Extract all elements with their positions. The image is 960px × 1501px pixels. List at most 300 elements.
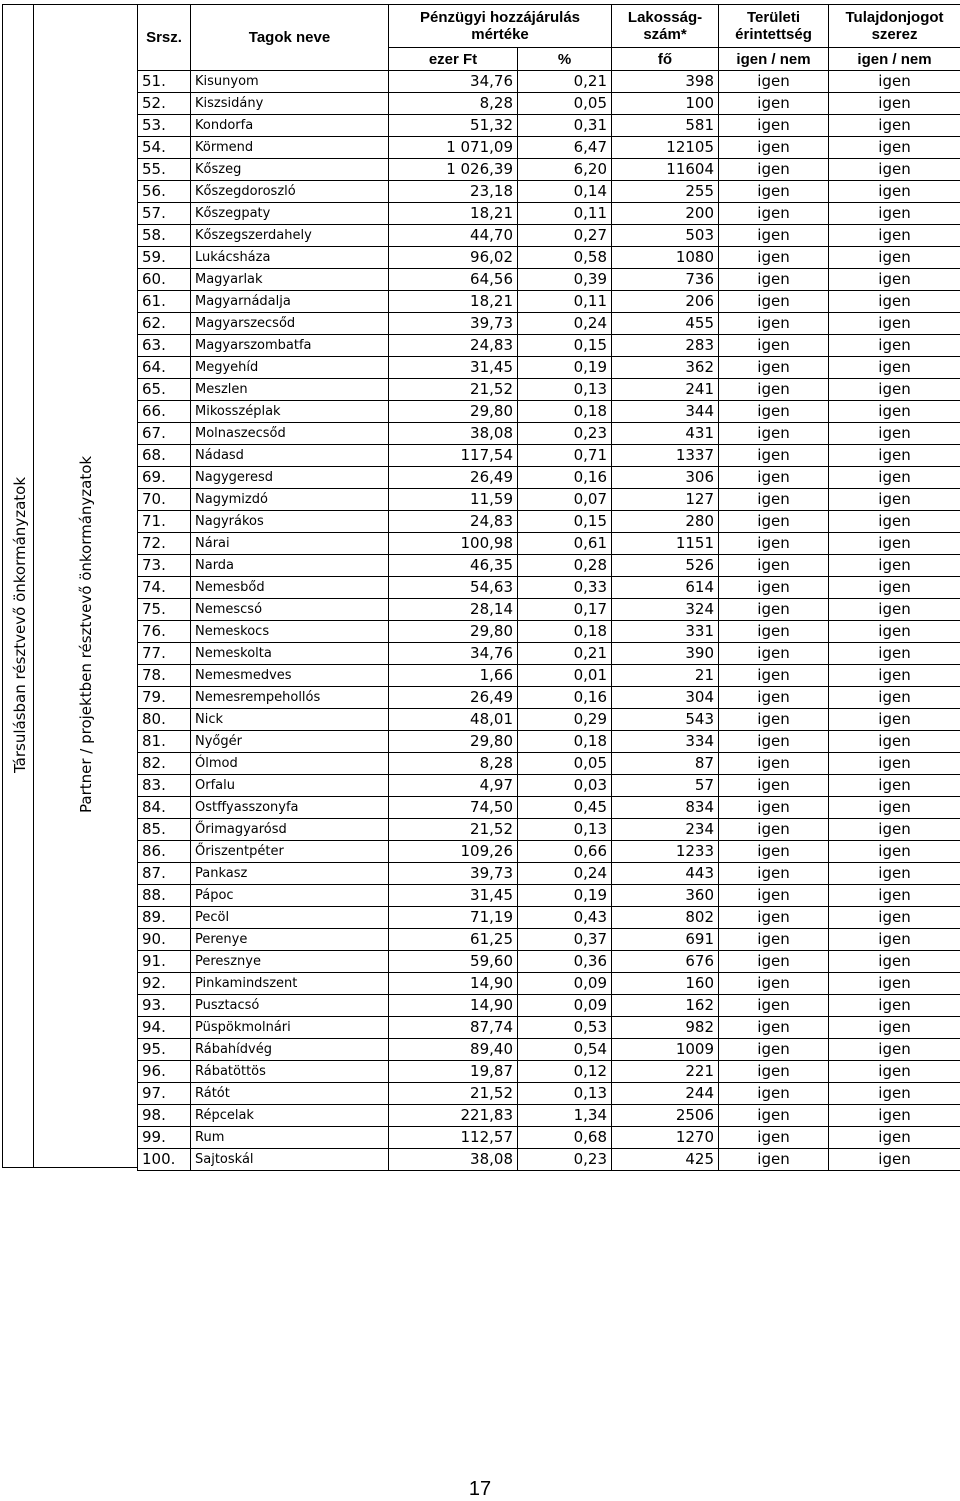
population: 334 (612, 731, 719, 753)
territorial-involvement: igen (719, 445, 829, 467)
contribution-pct: 0,13 (518, 819, 612, 841)
table-row (138, 93, 960, 115)
population: 306 (612, 467, 719, 489)
member-name: Molnaszecsőd (191, 423, 389, 445)
contribution-pct: 0,15 (518, 511, 612, 533)
member-name: Rábahídvég (191, 1039, 389, 1061)
acquires-ownership: igen (829, 973, 960, 995)
member-name: Peresznye (191, 951, 389, 973)
table-row (138, 709, 960, 731)
table-row (138, 445, 960, 467)
contribution-pct: 1,34 (518, 1105, 612, 1127)
header-penzugyi-line1: Pénzügyi hozzájárulás (419, 9, 581, 26)
contribution-ezer-ft: 46,35 (389, 555, 518, 577)
table-row (138, 181, 960, 203)
member-name: Sajtoskál (191, 1149, 389, 1171)
contribution-pct: 0,23 (518, 1149, 612, 1171)
member-name: Rábatöttös (191, 1061, 389, 1083)
population: 1233 (612, 841, 719, 863)
contribution-ezer-ft: 71,19 (389, 907, 518, 929)
member-name: Nemesbőd (191, 577, 389, 599)
table-row (138, 1149, 960, 1171)
contribution-ezer-ft: 8,28 (389, 753, 518, 775)
contribution-ezer-ft: 48,01 (389, 709, 518, 731)
member-name: Répcelak (191, 1105, 389, 1127)
member-name: Nemescsó (191, 599, 389, 621)
territorial-involvement: igen (719, 687, 829, 709)
unit-fo: fő (612, 48, 719, 71)
header-lakossag-line2: szám* (643, 26, 687, 43)
acquires-ownership: igen (829, 929, 960, 951)
contribution-ezer-ft: 1 071,09 (389, 137, 518, 159)
territorial-involvement: igen (719, 731, 829, 753)
row-number: 90. (138, 929, 191, 951)
territorial-involvement: igen (719, 489, 829, 511)
table-row (138, 467, 960, 489)
population: 802 (612, 907, 719, 929)
acquires-ownership: igen (829, 203, 960, 225)
row-number: 72. (138, 533, 191, 555)
table-row (138, 489, 960, 511)
acquires-ownership: igen (829, 93, 960, 115)
acquires-ownership: igen (829, 1127, 960, 1149)
row-number: 51. (138, 71, 191, 93)
contribution-ezer-ft: 38,08 (389, 1149, 518, 1171)
member-name: Rátót (191, 1083, 389, 1105)
acquires-ownership: igen (829, 687, 960, 709)
member-name: Kiszsidány (191, 93, 389, 115)
territorial-involvement: igen (719, 511, 829, 533)
row-number: 92. (138, 973, 191, 995)
row-number: 93. (138, 995, 191, 1017)
population: 255 (612, 181, 719, 203)
table-row (138, 555, 960, 577)
contribution-ezer-ft: 31,45 (389, 885, 518, 907)
table-row (138, 1105, 960, 1127)
contribution-pct: 0,17 (518, 599, 612, 621)
acquires-ownership: igen (829, 159, 960, 181)
row-number: 94. (138, 1017, 191, 1039)
contribution-pct: 0,18 (518, 401, 612, 423)
contribution-ezer-ft: 54,63 (389, 577, 518, 599)
outer-side-label: Társulásban résztvevő önkormányzatok (11, 476, 29, 773)
row-number: 98. (138, 1105, 191, 1127)
acquires-ownership: igen (829, 445, 960, 467)
acquires-ownership: igen (829, 819, 960, 841)
contribution-ezer-ft: 26,49 (389, 687, 518, 709)
member-name: Perenye (191, 929, 389, 951)
contribution-pct: 0,29 (518, 709, 612, 731)
contribution-ezer-ft: 34,76 (389, 71, 518, 93)
acquires-ownership: igen (829, 379, 960, 401)
population: 1080 (612, 247, 719, 269)
population: 344 (612, 401, 719, 423)
member-name: Kőszegszerdahely (191, 225, 389, 247)
table-row (138, 929, 960, 951)
population: 206 (612, 291, 719, 313)
population: 324 (612, 599, 719, 621)
acquires-ownership: igen (829, 885, 960, 907)
member-name: Kőszegpaty (191, 203, 389, 225)
acquires-ownership: igen (829, 137, 960, 159)
territorial-involvement: igen (719, 753, 829, 775)
population: 100 (612, 93, 719, 115)
header-penzugyi (389, 5, 612, 48)
table-row (138, 357, 960, 379)
table-row (138, 269, 960, 291)
member-name: Nemeskolta (191, 643, 389, 665)
member-name: Nádasd (191, 445, 389, 467)
contribution-pct: 0,13 (518, 1083, 612, 1105)
population: 241 (612, 379, 719, 401)
contribution-pct: 0,01 (518, 665, 612, 687)
territorial-involvement: igen (719, 379, 829, 401)
acquires-ownership: igen (829, 511, 960, 533)
member-name: Pápoc (191, 885, 389, 907)
population: 304 (612, 687, 719, 709)
contribution-ezer-ft: 117,54 (389, 445, 518, 467)
population: 127 (612, 489, 719, 511)
member-name: Nemeskocs (191, 621, 389, 643)
table-row (138, 753, 960, 775)
territorial-involvement: igen (719, 423, 829, 445)
row-number: 59. (138, 247, 191, 269)
table-row (138, 797, 960, 819)
population: 614 (612, 577, 719, 599)
population: 431 (612, 423, 719, 445)
table-row (138, 995, 960, 1017)
header-teruleti-line1: Területi (746, 9, 801, 26)
acquires-ownership: igen (829, 577, 960, 599)
acquires-ownership: igen (829, 775, 960, 797)
unit-ezer-ft: ezer Ft (389, 48, 518, 71)
header-teruleti-line2: érintettség (735, 26, 812, 43)
contribution-pct: 0,07 (518, 489, 612, 511)
acquires-ownership: igen (829, 291, 960, 313)
member-name: Pinkamindszent (191, 973, 389, 995)
territorial-involvement: igen (719, 115, 829, 137)
population: 221 (612, 1061, 719, 1083)
contribution-pct: 0,11 (518, 203, 612, 225)
contribution-pct: 0,24 (518, 863, 612, 885)
territorial-involvement: igen (719, 819, 829, 841)
territorial-involvement: igen (719, 467, 829, 489)
territorial-involvement: igen (719, 1061, 829, 1083)
table-row (138, 775, 960, 797)
member-name: Magyarszecsőd (191, 313, 389, 335)
acquires-ownership: igen (829, 357, 960, 379)
acquires-ownership: igen (829, 401, 960, 423)
row-number: 96. (138, 1061, 191, 1083)
territorial-involvement: igen (719, 357, 829, 379)
population: 234 (612, 819, 719, 841)
table-row (138, 313, 960, 335)
row-number: 61. (138, 291, 191, 313)
member-name: Magyarnádalja (191, 291, 389, 313)
member-name: Megyehíd (191, 357, 389, 379)
contribution-ezer-ft: 34,76 (389, 643, 518, 665)
table-row (138, 379, 960, 401)
table-row (138, 907, 960, 929)
territorial-involvement: igen (719, 1105, 829, 1127)
population: 57 (612, 775, 719, 797)
row-number: 52. (138, 93, 191, 115)
acquires-ownership: igen (829, 665, 960, 687)
contribution-pct: 0,54 (518, 1039, 612, 1061)
table-row (138, 533, 960, 555)
contribution-ezer-ft: 51,32 (389, 115, 518, 137)
territorial-involvement: igen (719, 533, 829, 555)
header-tulajdon (829, 5, 960, 48)
member-name: Nagygeresd (191, 467, 389, 489)
contribution-pct: 0,19 (518, 357, 612, 379)
contribution-pct: 0,58 (518, 247, 612, 269)
member-name: Pankasz (191, 863, 389, 885)
header-tulajdon-line2: szerez (871, 26, 918, 43)
member-name: Pecöl (191, 907, 389, 929)
contribution-pct: 0,14 (518, 181, 612, 203)
contribution-ezer-ft: 100,98 (389, 533, 518, 555)
acquires-ownership: igen (829, 621, 960, 643)
population: 12105 (612, 137, 719, 159)
contribution-pct: 0,66 (518, 841, 612, 863)
table-row (138, 599, 960, 621)
population: 162 (612, 995, 719, 1017)
territorial-involvement: igen (719, 621, 829, 643)
header-penzugyi-line2: mértéke (471, 26, 529, 43)
contribution-ezer-ft: 74,50 (389, 797, 518, 819)
population: 21 (612, 665, 719, 687)
contribution-pct: 0,23 (518, 423, 612, 445)
row-number: 80. (138, 709, 191, 731)
territorial-involvement: igen (719, 291, 829, 313)
contribution-pct: 0,36 (518, 951, 612, 973)
row-number: 69. (138, 467, 191, 489)
row-number: 87. (138, 863, 191, 885)
territorial-involvement: igen (719, 555, 829, 577)
contribution-pct: 6,20 (518, 159, 612, 181)
territorial-involvement: igen (719, 1149, 829, 1171)
contribution-ezer-ft: 14,90 (389, 995, 518, 1017)
territorial-involvement: igen (719, 225, 829, 247)
contribution-ezer-ft: 29,80 (389, 731, 518, 753)
table-row (138, 423, 960, 445)
contribution-ezer-ft: 21,52 (389, 819, 518, 841)
contribution-ezer-ft: 39,73 (389, 863, 518, 885)
acquires-ownership: igen (829, 269, 960, 291)
member-name: Nick (191, 709, 389, 731)
acquires-ownership: igen (829, 797, 960, 819)
table-row (138, 137, 960, 159)
territorial-involvement: igen (719, 665, 829, 687)
contribution-pct: 0,19 (518, 885, 612, 907)
acquires-ownership: igen (829, 1105, 960, 1127)
territorial-involvement: igen (719, 599, 829, 621)
contribution-pct: 0,05 (518, 753, 612, 775)
row-number: 77. (138, 643, 191, 665)
row-number: 100. (138, 1149, 191, 1171)
member-name: Kondorfa (191, 115, 389, 137)
contribution-ezer-ft: 21,52 (389, 379, 518, 401)
table-row (138, 885, 960, 907)
member-name: Narda (191, 555, 389, 577)
contribution-pct: 0,37 (518, 929, 612, 951)
population: 331 (612, 621, 719, 643)
contribution-ezer-ft: 89,40 (389, 1039, 518, 1061)
row-number: 74. (138, 577, 191, 599)
territorial-involvement: igen (719, 643, 829, 665)
population: 244 (612, 1083, 719, 1105)
contribution-ezer-ft: 29,80 (389, 401, 518, 423)
table-row (138, 401, 960, 423)
population: 283 (612, 335, 719, 357)
row-number: 99. (138, 1127, 191, 1149)
contribution-ezer-ft: 4,97 (389, 775, 518, 797)
row-number: 56. (138, 181, 191, 203)
contribution-pct: 0,18 (518, 621, 612, 643)
member-name: Nemesmedves (191, 665, 389, 687)
contribution-pct: 0,71 (518, 445, 612, 467)
member-name: Magyarlak (191, 269, 389, 291)
member-name: Nárai (191, 533, 389, 555)
contribution-pct: 0,68 (518, 1127, 612, 1149)
population: 398 (612, 71, 719, 93)
territorial-involvement: igen (719, 93, 829, 115)
row-number: 79. (138, 687, 191, 709)
population: 503 (612, 225, 719, 247)
territorial-involvement: igen (719, 71, 829, 93)
contribution-pct: 0,39 (518, 269, 612, 291)
population: 280 (612, 511, 719, 533)
row-number: 57. (138, 203, 191, 225)
contribution-pct: 0,11 (518, 291, 612, 313)
table-row (138, 841, 960, 863)
row-number: 64. (138, 357, 191, 379)
row-number: 81. (138, 731, 191, 753)
row-number: 63. (138, 335, 191, 357)
territorial-involvement: igen (719, 159, 829, 181)
contribution-pct: 6,47 (518, 137, 612, 159)
contribution-pct: 0,12 (518, 1061, 612, 1083)
acquires-ownership: igen (829, 423, 960, 445)
contribution-pct: 0,27 (518, 225, 612, 247)
population: 2506 (612, 1105, 719, 1127)
table-row (138, 973, 960, 995)
row-number: 95. (138, 1039, 191, 1061)
contribution-ezer-ft: 24,83 (389, 335, 518, 357)
row-number: 66. (138, 401, 191, 423)
contribution-ezer-ft: 61,25 (389, 929, 518, 951)
territorial-involvement: igen (719, 577, 829, 599)
unit-pct: % (518, 48, 612, 71)
contribution-ezer-ft: 8,28 (389, 93, 518, 115)
row-number: 53. (138, 115, 191, 137)
acquires-ownership: igen (829, 951, 960, 973)
territorial-involvement: igen (719, 863, 829, 885)
member-name: Őriszentpéter (191, 841, 389, 863)
acquires-ownership: igen (829, 1083, 960, 1105)
population: 11604 (612, 159, 719, 181)
territorial-involvement: igen (719, 313, 829, 335)
acquires-ownership: igen (829, 907, 960, 929)
row-number: 68. (138, 445, 191, 467)
contribution-pct: 0,31 (518, 115, 612, 137)
contribution-ezer-ft: 19,87 (389, 1061, 518, 1083)
acquires-ownership: igen (829, 313, 960, 335)
population: 834 (612, 797, 719, 819)
contribution-pct: 0,18 (518, 731, 612, 753)
territorial-involvement: igen (719, 335, 829, 357)
table-row (138, 731, 960, 753)
member-name: Kőszeg (191, 159, 389, 181)
contribution-ezer-ft: 1,66 (389, 665, 518, 687)
population: 543 (612, 709, 719, 731)
table-row (138, 621, 960, 643)
acquires-ownership: igen (829, 1061, 960, 1083)
territorial-involvement: igen (719, 181, 829, 203)
population: 455 (612, 313, 719, 335)
header-teruleti (719, 5, 829, 48)
row-number: 78. (138, 665, 191, 687)
member-name: Magyarszombatfa (191, 335, 389, 357)
territorial-involvement: igen (719, 1127, 829, 1149)
acquires-ownership: igen (829, 115, 960, 137)
acquires-ownership: igen (829, 181, 960, 203)
acquires-ownership: igen (829, 1149, 960, 1171)
inner-side-label: Partner / projektben résztvevő önkormányzatok (77, 455, 95, 813)
territorial-involvement: igen (719, 203, 829, 225)
acquires-ownership: igen (829, 1017, 960, 1039)
table-row (138, 1061, 960, 1083)
contribution-ezer-ft: 44,70 (389, 225, 518, 247)
member-name: Ostffyasszonyfa (191, 797, 389, 819)
acquires-ownership: igen (829, 467, 960, 489)
territorial-involvement: igen (719, 885, 829, 907)
contribution-pct: 0,24 (518, 313, 612, 335)
members-table (137, 4, 960, 1171)
table-row (138, 819, 960, 841)
row-number: 75. (138, 599, 191, 621)
contribution-ezer-ft: 24,83 (389, 511, 518, 533)
contribution-ezer-ft: 38,08 (389, 423, 518, 445)
territorial-involvement: igen (719, 995, 829, 1017)
row-number: 62. (138, 313, 191, 335)
contribution-pct: 0,53 (518, 1017, 612, 1039)
acquires-ownership: igen (829, 995, 960, 1017)
row-number: 88. (138, 885, 191, 907)
territorial-involvement: igen (719, 775, 829, 797)
table-row (138, 1127, 960, 1149)
acquires-ownership: igen (829, 71, 960, 93)
member-name: Ólmod (191, 753, 389, 775)
table-row (138, 643, 960, 665)
population: 1337 (612, 445, 719, 467)
header-row (138, 5, 960, 48)
territorial-involvement: igen (719, 841, 829, 863)
population: 1270 (612, 1127, 719, 1149)
table-row (138, 203, 960, 225)
contribution-pct: 0,05 (518, 93, 612, 115)
page-number: 17 (468, 1478, 492, 1500)
acquires-ownership: igen (829, 1039, 960, 1061)
contribution-ezer-ft: 14,90 (389, 973, 518, 995)
population: 200 (612, 203, 719, 225)
row-number: 86. (138, 841, 191, 863)
population: 87 (612, 753, 719, 775)
table-row (138, 225, 960, 247)
row-number: 55. (138, 159, 191, 181)
member-name: Nemesrempehollós (191, 687, 389, 709)
